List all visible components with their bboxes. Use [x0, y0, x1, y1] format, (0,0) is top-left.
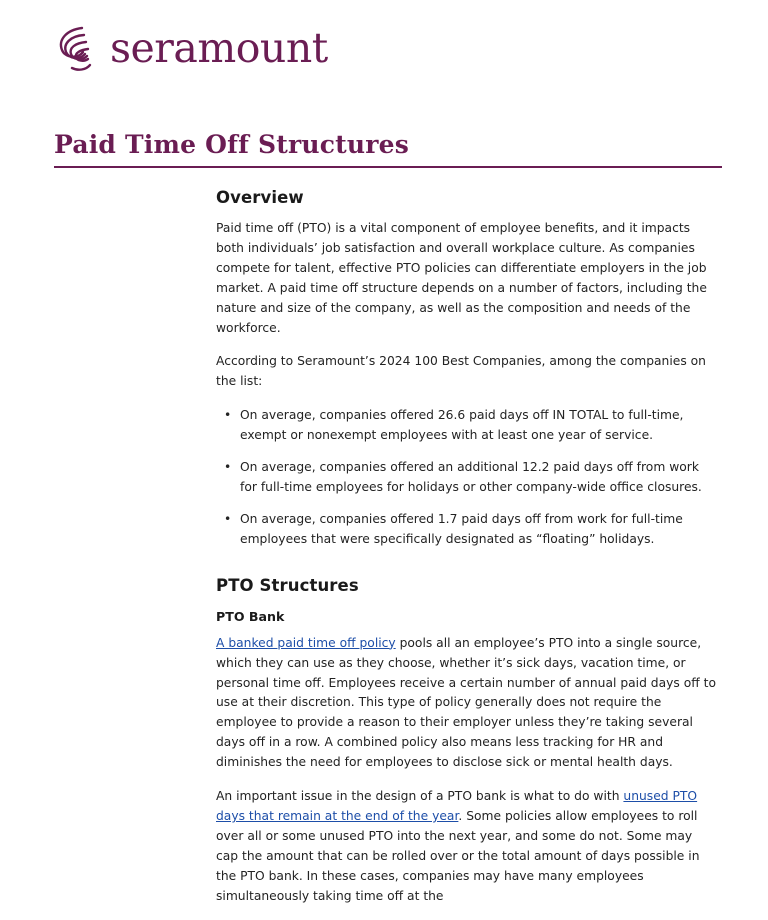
subsection-heading-pto-bank: PTO Bank — [216, 608, 285, 624]
list-item: • On average, companies offered 1.7 paid days off from work for full-time employees that were specifically designated as “floating” holidays. — [238, 510, 716, 550]
brand-logo — [52, 22, 328, 74]
page-title: Paid Time Off Structures — [54, 130, 410, 159]
pto-bank-paragraph-text: pools all an employee’s PTO into a single source, which they can use as they choose, whether it’s sick days, vacation time, or personal time off. Employees receive a certain number of annual paid days off to use at their discretion. This type of policy generally does not require the employee to provide a reason to their employer unless they’re taking several days off in a row. A combined policy also means less tracking for HR and diminishes the need for employees to disclose sick or mental health days. — [216, 635, 716, 770]
title-divider — [54, 166, 722, 168]
overview-bullet-list — [216, 406, 716, 549]
overview-paragraph-1: Paid time off (PTO) is a vital component of employee benefits, and it impacts both individuals’ job satisfaction and overall workplace culture. As companies compete for talent, effective PTO policies can differentiate employers in the job market. A paid time off structure depends on a number of factors, including the nature and size of the company, as well as the composition and needs of the workforce. — [216, 221, 707, 335]
document-body — [216, 188, 716, 920]
unused-pto-paragraph-lead: An important issue in the design of a PTO bank is what to do with — [216, 789, 624, 804]
unused-pto-days-link[interactable]: unused PTO days that remain at the end of the year — [216, 789, 698, 823]
overview-paragraph-2: According to Seramount’s 2024 100 Best Companies, among the companies on the list: — [216, 354, 706, 389]
banked-pto-policy-link[interactable]: A banked paid time off policy — [216, 635, 396, 650]
section-heading-overview: Overview — [216, 188, 304, 207]
seramount-swirl-icon — [52, 22, 100, 74]
unused-pto-paragraph — [216, 787, 716, 906]
list-item: • On average, companies offered an additional 12.2 paid days off from work for full-time employees for holidays or other company-wide office closures. — [238, 458, 716, 498]
unused-pto-paragraph-rest: . Some policies allow employees to roll over all or some unused PTO into the next year, and some do not. Some may cap the amount that can be rolled over or the total amount of days possible in the PTO bank. In these cases, companies may have many employees simultaneously taking time off at the — [216, 808, 700, 903]
brand-name: seramount — [110, 23, 328, 72]
list-item: • On average, companies offered 26.6 paid days off IN TOTAL to full-time, exempt or nonexempt employees with at least one year of service. — [238, 406, 716, 446]
pto-bank-paragraph — [216, 634, 716, 773]
section-heading-pto-structures: PTO Structures — [216, 575, 359, 595]
